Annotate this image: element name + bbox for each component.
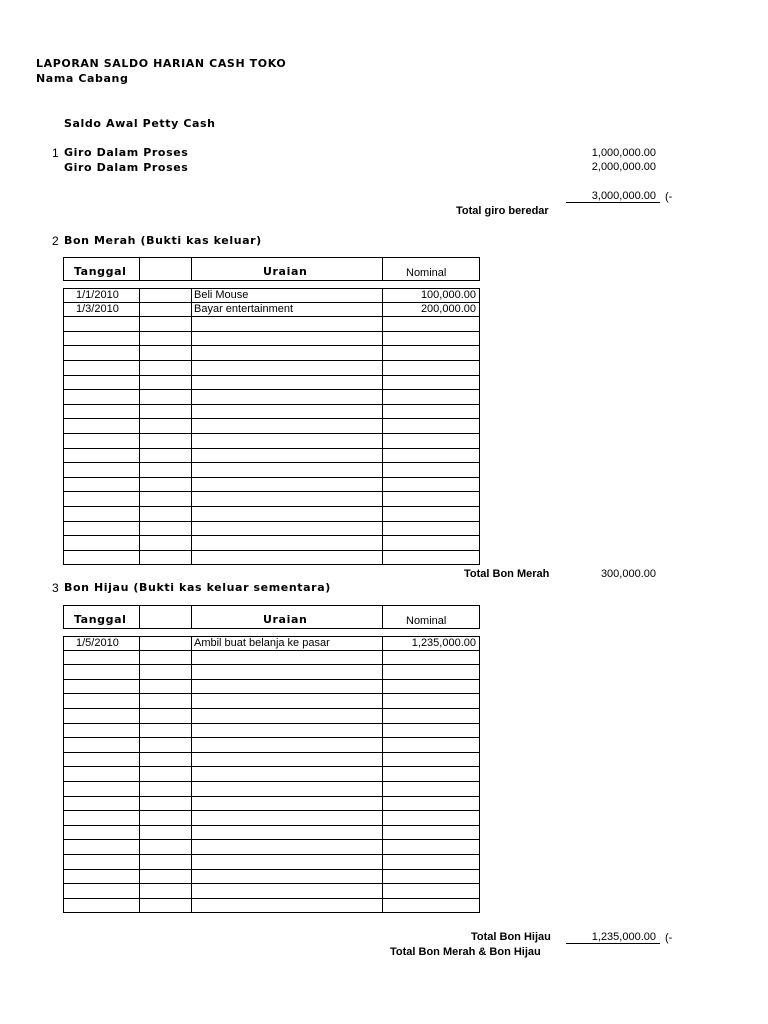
giro-total-value: 3,000,000.00 [591, 190, 656, 202]
row-description: Bayar entertainment [194, 302, 294, 315]
table-row [63, 492, 480, 507]
table-row [63, 346, 480, 361]
giro-item-label: Giro Dalam Proses [64, 146, 189, 159]
row-description: Beli Mouse [194, 289, 249, 301]
bon-hijau-table [63, 636, 481, 916]
table-row [63, 753, 480, 768]
row-amount: 1,235,000.00 [411, 637, 476, 649]
table-row [63, 551, 480, 566]
table-row [63, 694, 480, 709]
table-row [63, 449, 480, 464]
table-row [63, 724, 480, 739]
giro-item-amount: 1,000,000.00 [591, 147, 656, 159]
table-row [63, 870, 480, 885]
row-date: 1/1/2010 [76, 289, 119, 301]
table-row [63, 463, 480, 478]
bon-hijau-title: Bon Hijau (Bukti kas keluar sementara) [64, 581, 331, 594]
table-row [63, 376, 480, 391]
row-amount: 200,000.00 [420, 302, 476, 315]
header-nominal: Nominal [406, 267, 447, 279]
table-row [63, 405, 480, 420]
bon-hijau-total-suffix: (- [665, 932, 673, 944]
table-row [63, 522, 480, 537]
table-row [63, 636, 480, 651]
header-tanggal: Tanggal [74, 613, 127, 626]
bon-merah-title: Bon Merah (Bukti kas keluar) [64, 234, 262, 247]
header-uraian: Uraian [263, 265, 308, 278]
report-title: LAPORAN SALDO HARIAN CASH TOKO [36, 57, 287, 70]
table-row [63, 855, 480, 870]
table-row [63, 536, 480, 551]
section-number-3: 3 [52, 581, 59, 595]
row-description: Ambil buat belanja ke pasar [194, 637, 330, 649]
header-uraian: Uraian [263, 613, 308, 626]
bon-merah-total-label: Total Bon Merah [464, 568, 550, 580]
combined-total-label: Total Bon Merah & Bon Hijau [390, 946, 541, 958]
bon-merah-total-amount: 300,000.00 [600, 568, 656, 580]
header-tanggal: Tanggal [74, 265, 127, 278]
giro-item-label: Giro Dalam Proses [64, 161, 189, 174]
row-amount: 100,000.00 [420, 289, 476, 301]
table-row [63, 390, 480, 405]
table-row [63, 782, 480, 797]
section-number-2: 2 [52, 234, 59, 248]
table-row [63, 507, 480, 522]
row-date: 1/3/2010 [76, 302, 119, 315]
table-row [63, 826, 480, 841]
table-row [63, 767, 480, 782]
bon-hijau-total-amount [566, 931, 660, 944]
header-nominal: Nominal [406, 615, 447, 627]
table-row [63, 478, 480, 493]
bon-hijau-total-value: 1,235,000.00 [591, 931, 656, 943]
table-row [63, 840, 480, 855]
bon-hijau-header [63, 605, 480, 629]
table-row [63, 651, 480, 666]
table-row [63, 434, 480, 449]
table-row [63, 665, 480, 680]
table-row [63, 884, 480, 899]
table-row [63, 419, 480, 434]
giro-total-amount [566, 190, 660, 203]
giro-total-label: Total giro beredar [456, 205, 549, 217]
table-row [63, 288, 480, 303]
table-row [63, 738, 480, 753]
table-row [63, 303, 480, 318]
table-row [63, 680, 480, 695]
branch-name: Nama Cabang [36, 72, 129, 85]
table-row [63, 709, 480, 724]
table-row [63, 797, 480, 812]
table-row [63, 899, 480, 914]
table-row [63, 332, 480, 347]
row-date: 1/5/2010 [76, 637, 119, 649]
bon-merah-header [63, 257, 480, 281]
opening-balance-label: Saldo Awal Petty Cash [64, 117, 216, 130]
section-number-1: 1 [52, 146, 59, 160]
bon-hijau-total-label: Total Bon Hijau [471, 931, 551, 943]
table-row [63, 811, 480, 826]
table-row [63, 317, 480, 332]
bon-merah-table [63, 288, 481, 568]
giro-item-amount: 2,000,000.00 [591, 161, 656, 173]
table-row [63, 361, 480, 376]
giro-total-suffix: (- [665, 191, 673, 203]
